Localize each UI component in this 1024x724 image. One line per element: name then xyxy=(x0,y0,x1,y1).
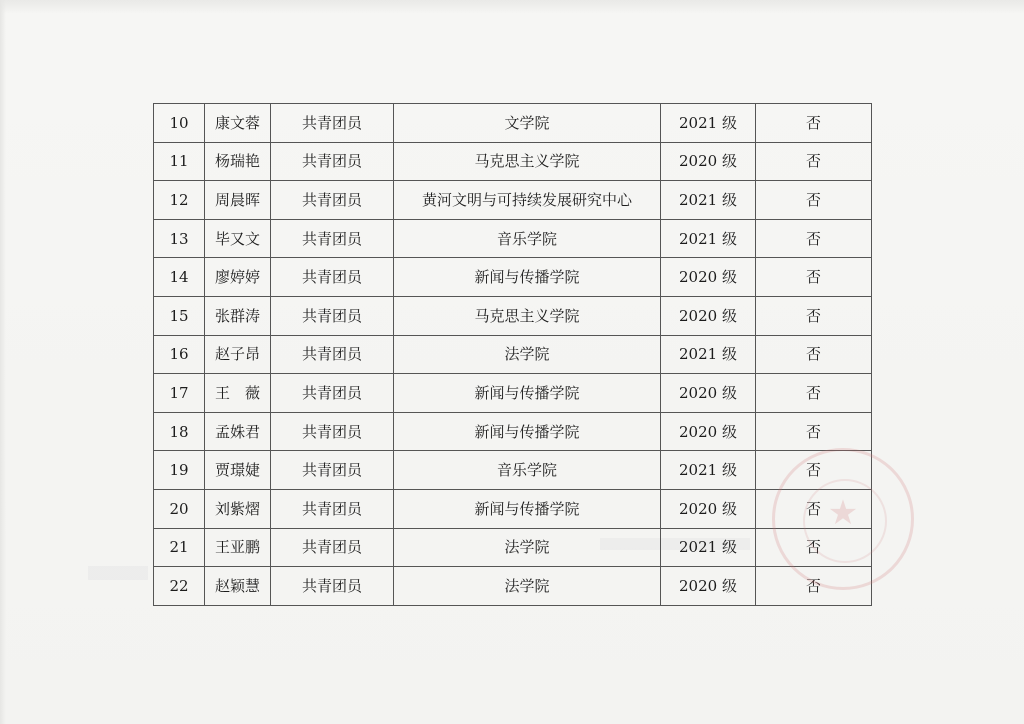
college-cell: 新闻与传播学院 xyxy=(394,489,661,528)
table-row xyxy=(154,258,872,297)
political-status-cell: 共青团员 xyxy=(271,489,394,528)
flag-cell: 否 xyxy=(756,451,872,490)
student-name-cell: 廖婷婷 xyxy=(205,258,271,297)
political-status-cell: 共青团员 xyxy=(271,528,394,567)
table-row xyxy=(154,219,872,258)
row-number-cell: 17 xyxy=(154,374,205,413)
student-name-cell: 赵子昂 xyxy=(205,335,271,374)
grade-cell: 2021 级 xyxy=(661,181,756,220)
flag-cell: 否 xyxy=(756,412,872,451)
political-status-cell: 共青团员 xyxy=(271,296,394,335)
table-row xyxy=(154,296,872,335)
college-cell: 黄河文明与可持续发展研究中心 xyxy=(394,181,661,220)
college-cell: 马克思主义学院 xyxy=(394,142,661,181)
student-name-cell: 周晨晖 xyxy=(205,181,271,220)
seal-star-icon: ★ xyxy=(827,493,859,533)
political-status-cell: 共青团员 xyxy=(271,567,394,606)
college-cell: 音乐学院 xyxy=(394,219,661,258)
grade-cell: 2020 级 xyxy=(661,296,756,335)
row-number-cell: 14 xyxy=(154,258,205,297)
flag-cell: 否 xyxy=(756,567,872,606)
scan-edge-top xyxy=(0,0,1024,14)
flag-cell: 否 xyxy=(756,335,872,374)
table-row xyxy=(154,451,872,490)
table-row xyxy=(154,104,872,143)
grade-cell: 2020 级 xyxy=(661,489,756,528)
bleed-through-mark xyxy=(88,566,148,580)
political-status-cell: 共青团员 xyxy=(271,335,394,374)
table-row xyxy=(154,181,872,220)
flag-cell: 否 xyxy=(756,142,872,181)
flag-cell: 否 xyxy=(756,219,872,258)
row-number-cell: 16 xyxy=(154,335,205,374)
political-status-cell: 共青团员 xyxy=(271,258,394,297)
roster-body xyxy=(154,104,872,606)
scan-edge-left xyxy=(0,0,6,724)
student-name-cell: 王亚鹏 xyxy=(205,528,271,567)
political-status-cell: 共青团员 xyxy=(271,181,394,220)
grade-cell: 2020 级 xyxy=(661,567,756,606)
flag-cell: 否 xyxy=(756,104,872,143)
row-number-cell: 12 xyxy=(154,181,205,220)
student-roster-table xyxy=(153,103,872,606)
grade-cell: 2020 级 xyxy=(661,374,756,413)
grade-cell: 2021 级 xyxy=(661,219,756,258)
student-name-cell: 孟姝君 xyxy=(205,412,271,451)
row-number-cell: 22 xyxy=(154,567,205,606)
table-row xyxy=(154,567,872,606)
flag-cell: 否 xyxy=(756,181,872,220)
college-cell: 音乐学院 xyxy=(394,451,661,490)
student-name-cell: 贾璟婕 xyxy=(205,451,271,490)
flag-cell: 否 xyxy=(756,258,872,297)
flag-cell: 否 xyxy=(756,374,872,413)
grade-cell: 2021 级 xyxy=(661,335,756,374)
row-number-cell: 18 xyxy=(154,412,205,451)
row-number-cell: 19 xyxy=(154,451,205,490)
college-cell: 法学院 xyxy=(394,528,661,567)
political-status-cell: 共青团员 xyxy=(271,374,394,413)
student-name-cell: 赵颖慧 xyxy=(205,567,271,606)
student-name-cell: 刘紫熠 xyxy=(205,489,271,528)
table-row xyxy=(154,489,872,528)
political-status-cell: 共青团员 xyxy=(271,104,394,143)
political-status-cell: 共青团员 xyxy=(271,412,394,451)
flag-cell: 否 xyxy=(756,528,872,567)
college-cell: 文学院 xyxy=(394,104,661,143)
college-cell: 新闻与传播学院 xyxy=(394,258,661,297)
row-number-cell: 11 xyxy=(154,142,205,181)
row-number-cell: 21 xyxy=(154,528,205,567)
student-name-cell: 康文蓉 xyxy=(205,104,271,143)
college-cell: 法学院 xyxy=(394,335,661,374)
row-number-cell: 13 xyxy=(154,219,205,258)
political-status-cell: 共青团员 xyxy=(271,219,394,258)
grade-cell: 2020 级 xyxy=(661,142,756,181)
grade-cell: 2020 级 xyxy=(661,258,756,297)
political-status-cell: 共青团员 xyxy=(271,451,394,490)
table-row xyxy=(154,374,872,413)
row-number-cell: 15 xyxy=(154,296,205,335)
college-cell: 马克思主义学院 xyxy=(394,296,661,335)
flag-cell: 否 xyxy=(756,489,872,528)
table-row xyxy=(154,335,872,374)
table-row xyxy=(154,142,872,181)
college-cell: 新闻与传播学院 xyxy=(394,374,661,413)
flag-cell: 否 xyxy=(756,296,872,335)
student-name-cell: 杨瑞艳 xyxy=(205,142,271,181)
student-name-cell: 王 薇 xyxy=(205,374,271,413)
row-number-cell: 10 xyxy=(154,104,205,143)
college-cell: 新闻与传播学院 xyxy=(394,412,661,451)
political-status-cell: 共青团员 xyxy=(271,142,394,181)
grade-cell: 2021 级 xyxy=(661,451,756,490)
student-name-cell: 毕又文 xyxy=(205,219,271,258)
student-name-cell: 张群涛 xyxy=(205,296,271,335)
grade-cell: 2021 级 xyxy=(661,528,756,567)
college-cell: 法学院 xyxy=(394,567,661,606)
table-row xyxy=(154,528,872,567)
row-number-cell: 20 xyxy=(154,489,205,528)
grade-cell: 2021 级 xyxy=(661,104,756,143)
grade-cell: 2020 级 xyxy=(661,412,756,451)
table-row xyxy=(154,412,872,451)
